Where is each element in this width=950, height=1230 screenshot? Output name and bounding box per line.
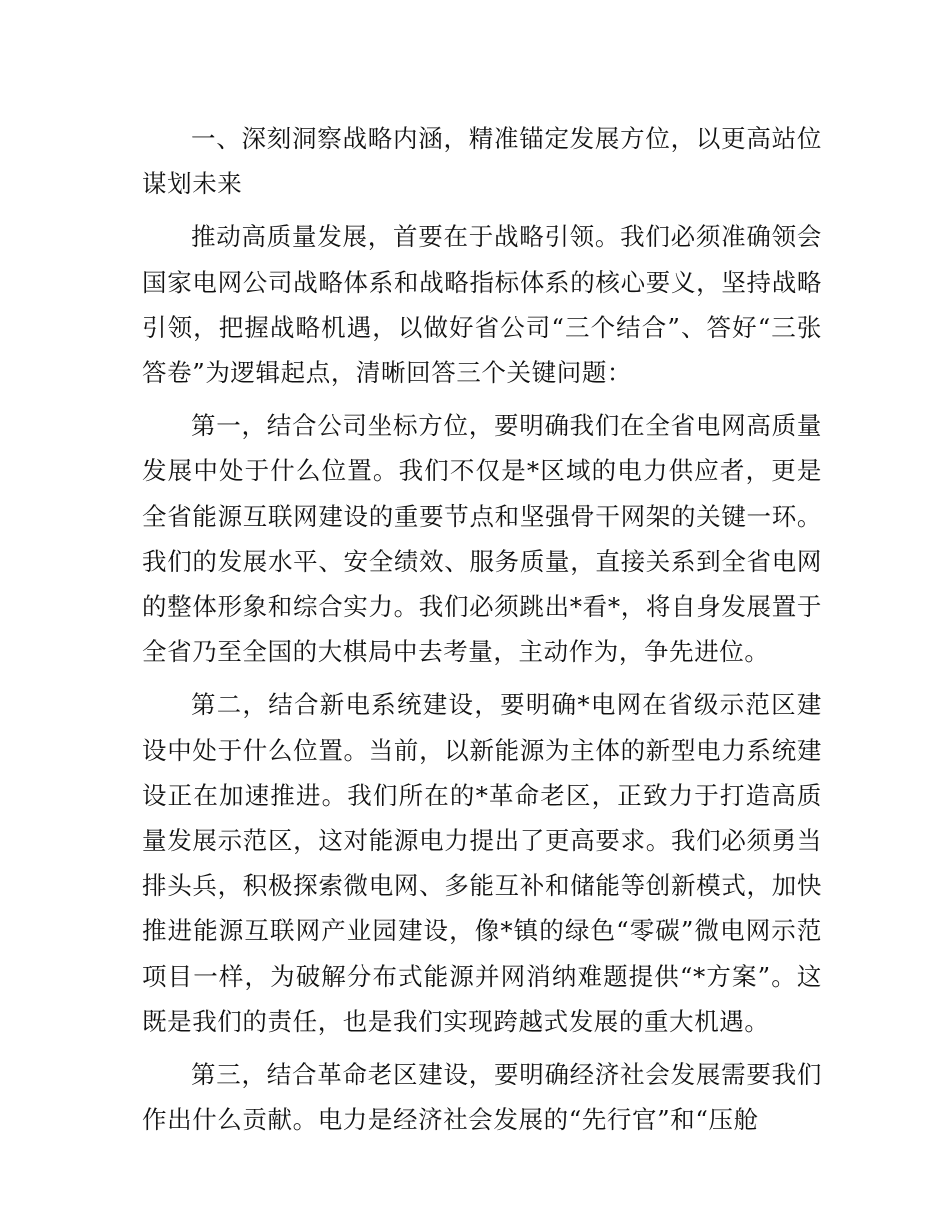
document-body	[142, 116, 822, 1150]
paragraph-second: 第二，结合新电系统建设，要明确*电网在省级示范区建设中处于什么位置。当前，以新能源为主体的新型电力系统建设正在加速推进。我们所在的*革命老区，正致力于打造高质量发展示范区，这对能源电力提出了更高要求。我们必须勇当排头兵，积极探索微电网、多能互补和储能等创新模式，加快推进能源互联网产业园建设，像*镇的绿色“零碳”微电网示范项目一样，为破解分布式能源并网消纳难题提供“*方案”。这既是我们的责任，也是我们实现跨越式发展的重大机遇。	[142, 690, 822, 1036]
paragraph-first: 第一，结合公司坐标方位，要明确我们在全省电网高质量发展中处于什么位置。我们不仅是*区域的电力供应者，更是全省能源互联网建设的重要节点和坚强骨干网架的关键一环。我们的发展水平、安全绩效、服务质量，直接关系到全省电网的整体形象和综合实力。我们必须跳出*看*，将自身发展置于全省乃至全国的大棋局中去考量，主动作为，争先进位。	[142, 411, 822, 667]
section-heading: 一、深刻洞察战略内涵，精准锚定发展方位，以更高站位谋划未来	[142, 124, 822, 199]
paragraph-intro: 推动高质量发展，首要在于战略引领。我们必须准确领会国家电网公司战略体系和战略指标体系的核心要义，坚持战略引领，把握战略机遇，以做好省公司“三个结合”、答好“三张答卷”为逻辑起点，清晰回答三个关键问题：	[142, 222, 822, 388]
paragraph-third: 第三，结合革命老区建设，要明确经济社会发展需要我们作出什么贡献。电力是经济社会发展的“先行官”和“压舱	[142, 1060, 822, 1135]
